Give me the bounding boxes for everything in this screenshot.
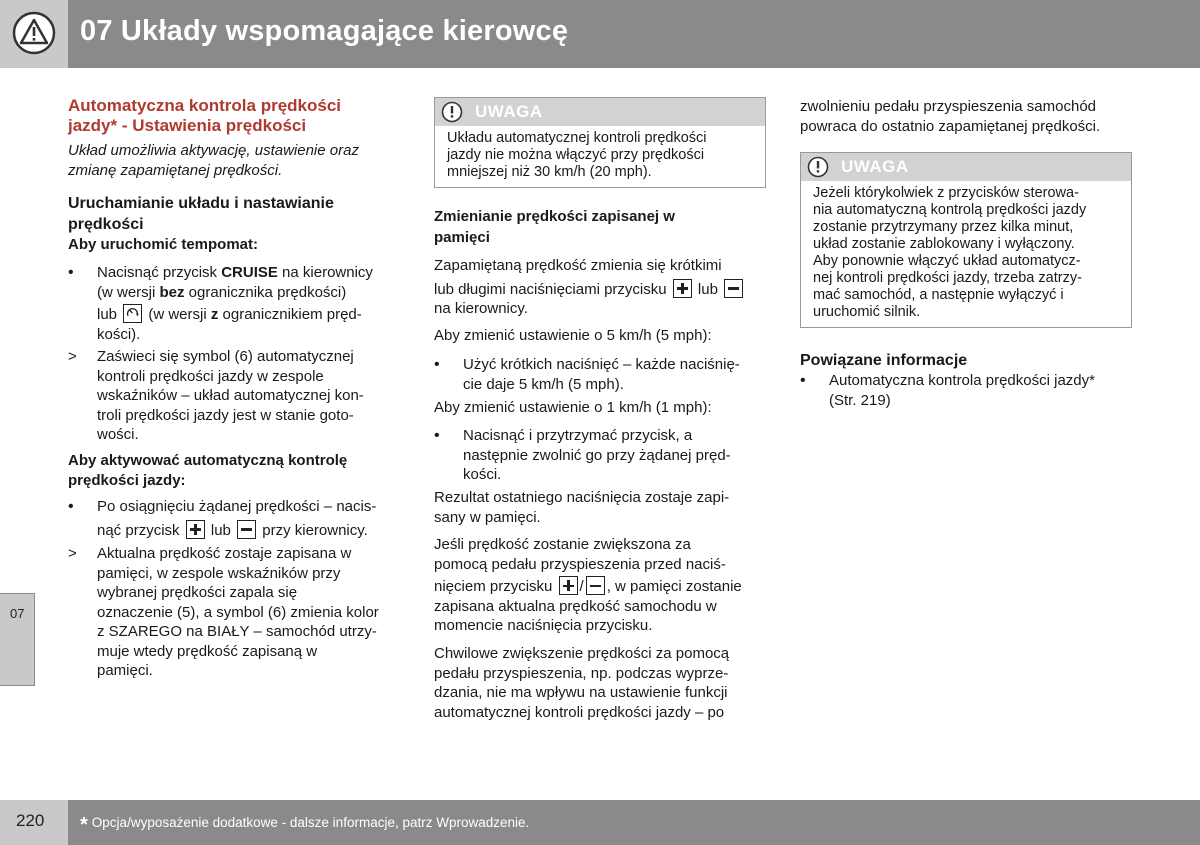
notice-line: Układu automatycznej kontroli prędkości: [447, 130, 707, 146]
list-item: [68, 347, 403, 445]
paragraph: [434, 488, 766, 527]
paragraph-line: nięciem przycisku / , w pamięci zostanie: [434, 578, 742, 595]
warning-triangle-icon: [12, 11, 56, 55]
section-title: [68, 96, 403, 136]
notice-line: uruchomić silnik.: [813, 304, 921, 320]
paragraph: [434, 535, 766, 636]
info-icon: [807, 156, 829, 178]
item-line: nąć przycisk lub przy kierownicy.: [97, 521, 368, 539]
item-line: pamięci.: [97, 662, 153, 679]
item-line: Po osiągnięciu żądanej prędkości – nacis-: [97, 498, 377, 515]
notice-line: układ zostanie zablokowany i wyłączony.: [813, 236, 1075, 252]
result-marker: >: [68, 545, 77, 562]
notice-text: [435, 126, 765, 187]
result-marker: >: [68, 348, 77, 365]
notice-label: UWAGA: [475, 102, 543, 121]
notice-text: [801, 181, 1131, 327]
paragraph-line: Rezultat ostatniego naciśnięcia zostaje zapi-: [434, 489, 730, 506]
notice-line: jazdy nie można włączyć przy prędkości: [447, 147, 705, 163]
subheading-activate-cruise: Aby uruchomić tempomat:: [68, 236, 259, 253]
section-title-line: Automatyczna kontrola prędkości: [68, 96, 342, 115]
intro-line: Układ umożliwia aktywację, ustawienie oraz: [68, 142, 359, 159]
item-line: następnie zwolnić go przy żądanej pręd-: [463, 446, 731, 464]
item-line: Aktualna prędkość zostaje zapisana w: [97, 545, 352, 562]
item-line: Nacisnąć i przytrzymać przycisk, a: [463, 427, 693, 444]
item-line: oznaczenie (5), a symbol (6) zmienia kolor: [97, 603, 379, 621]
subheading-change-speed: [434, 206, 766, 248]
paragraph-line: dzania, nie ma wpływu na ustawienie funkcji: [434, 684, 728, 701]
related-link-item[interactable]: [800, 371, 1132, 410]
item-line: (w wersji bez ogranicznika prędkości): [97, 283, 347, 301]
related-link-text[interactable]: Automatyczna kontrola prędkości jazdy*: [829, 372, 1095, 389]
notice-line: mniejszej niż 30 km/h (20 mph).: [447, 164, 652, 180]
minus-button-icon: [586, 576, 605, 595]
item-line: z SZAREGO na BIAŁY – samochód utrzy-: [97, 623, 377, 640]
chapter-tab-label: 07: [10, 606, 25, 621]
paragraph-line: Zapamiętaną prędkość zmienia się krótkimi: [434, 257, 722, 274]
page-title: 07 Układy wspomagające kierowcę: [80, 15, 569, 47]
item-line: kontroli prędkości jazdy w zespole: [97, 367, 324, 385]
subheading-line: pamięci: [434, 229, 490, 246]
paragraph: Aby zmienić ustawienie o 5 km/h (5 mph):: [434, 327, 712, 344]
minus-button-icon: [724, 279, 743, 298]
paragraph-line: powraca do ostatnio zapamiętanej prędkości.: [800, 117, 1101, 135]
footnote-star: *: [80, 814, 88, 836]
cruise-keyword: CRUISE: [221, 264, 278, 281]
notice-line: Aby ponownie włączyć układ automatycz-: [813, 253, 1081, 269]
paragraph-line: zapisana aktualna prędkość samochodu w: [434, 597, 717, 615]
bez-keyword: bez: [159, 283, 185, 301]
item-line: troli prędkości jazdy jest w stanie goto-: [97, 406, 354, 424]
related-link-page[interactable]: (Str. 219): [829, 391, 891, 409]
item-line: wości.: [97, 426, 139, 443]
subheading-line: Aby aktywować automatyczną kontrolę: [68, 452, 348, 469]
paragraph-line: Chwilowe zwiększenie prędkości za pomocą: [434, 645, 730, 662]
info-icon: [441, 101, 463, 123]
notice-line: mać samochód, a następnie wyłączyć i: [813, 287, 1064, 303]
z-keyword: z: [210, 306, 219, 323]
bullet-marker: •: [800, 372, 806, 389]
item-line: wskaźników – układ automatycznej kon-: [97, 387, 364, 404]
item-line: Użyć krótkich naciśnięć – każde naciśnię-: [463, 356, 740, 373]
notice-line: zostanie przytrzymany przez kilka minut,: [813, 219, 1074, 235]
item-line: Nacisnąć przycisk CRUISE na kierownicy: [97, 264, 373, 281]
list-item: [434, 355, 766, 394]
paragraph: [800, 97, 1132, 136]
paragraph: [434, 644, 766, 722]
paragraph-line: na kierownicy.: [434, 300, 528, 317]
section-title-line: jazdy* - Ustawienia prędkości: [68, 116, 307, 135]
list-item: [434, 426, 766, 485]
plus-button-icon: [186, 520, 205, 539]
item-line: muje wtedy prędkość zapisaną w: [97, 642, 318, 660]
paragraph-line: automatycznej kontroli prędkości jazdy – po: [434, 703, 725, 721]
chapter-tab: [0, 593, 35, 686]
subheading-line: prędkości: [68, 216, 144, 233]
notice-box: [434, 97, 766, 188]
subheading-activate-control: [68, 451, 403, 490]
footnote-text: Opcja/wyposażenie dodatkowe - dalsze informacje, patrz Wprowadzenie.: [91, 815, 530, 830]
bullet-marker: •: [434, 356, 440, 373]
page-number: 220: [16, 811, 45, 830]
paragraph: [434, 256, 766, 319]
subheading-line: Uruchamianie układu i nastawianie: [68, 195, 334, 212]
item-line: pamięci, w zespole wskaźników przy: [97, 564, 341, 582]
intro-line: zmianę zapamiętanej prędkości.: [68, 161, 283, 179]
notice-header: [801, 153, 1131, 181]
bullet-marker: •: [434, 427, 440, 444]
item-line: cie daje 5 km/h (5 mph).: [463, 375, 624, 393]
item-line: lub (w wersji z ogranicznikiem pręd-: [97, 306, 362, 323]
subheading-line: prędkości jazdy:: [68, 471, 186, 489]
section-intro: [68, 141, 403, 180]
footer-note: [80, 814, 529, 837]
paragraph-line: Jeśli prędkość zostanie zwiększona za: [434, 536, 691, 553]
cruise-gauge-icon: [123, 304, 142, 323]
paragraph-line: zwolnieniu pedału przyspieszenia samochód: [800, 98, 1097, 115]
list-item: [68, 263, 403, 344]
plus-button-icon: [673, 279, 692, 298]
notice-line: nia automatyczną kontrolą prędkości jazdy: [813, 202, 1087, 218]
notice-box: [800, 152, 1132, 328]
bullet-marker: •: [68, 264, 74, 281]
paragraph-line: momencie naciśnięcia przycisku.: [434, 617, 653, 634]
item-line: Zaświeci się symbol (6) automatycznej: [97, 348, 354, 365]
notice-line: Jeżeli którykolwiek z przycisków sterowa-: [813, 185, 1079, 201]
paragraph-line: pedału przyspieszenia, np. podczas wyprze-: [434, 664, 729, 682]
list-item: [68, 544, 403, 681]
notice-line: nej kontroli prędkości jazdy, trzeba zatrzy-: [813, 270, 1082, 286]
related-info-heading: Powiązane informacje: [800, 352, 968, 369]
paragraph: Aby zmienić ustawienie o 1 km/h (1 mph):: [434, 399, 712, 416]
subheading-line: Zmienianie prędkości zapisanej w: [434, 208, 675, 225]
minus-button-icon: [237, 520, 256, 539]
subheading-start: [68, 193, 403, 235]
paragraph-line: pomocą pedału przyspieszenia przed naciś-: [434, 555, 726, 573]
notice-label: UWAGA: [841, 157, 909, 176]
item-line: wybranej prędkości zapala się: [97, 584, 298, 601]
item-line: kości.: [463, 466, 502, 483]
bullet-marker: •: [68, 498, 74, 515]
item-line: kości).: [97, 325, 141, 343]
list-item: [68, 497, 403, 540]
paragraph-line: sany w pamięci.: [434, 508, 541, 526]
paragraph-line: lub długimi naciśnięciami przycisku lub: [434, 279, 766, 300]
plus-button-icon: [559, 576, 578, 595]
notice-header: [435, 98, 765, 126]
